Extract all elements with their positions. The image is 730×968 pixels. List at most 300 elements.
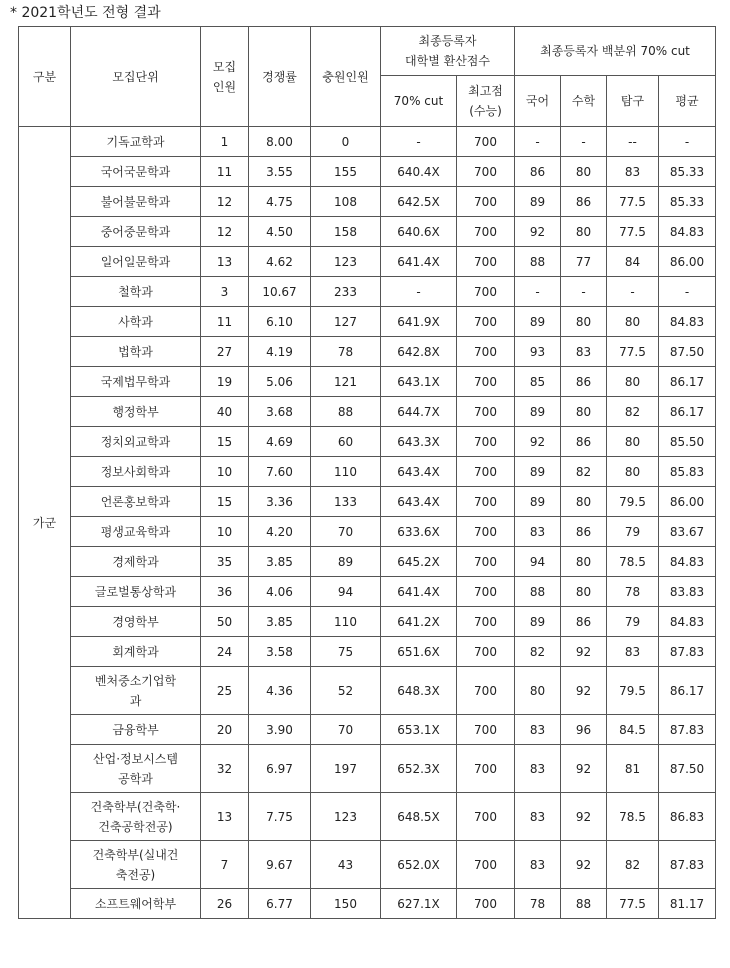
cell-average: 87.50 <box>659 337 716 367</box>
unit-line2: 건축공학전공) <box>98 819 173 834</box>
cell-competition: 6.10 <box>249 307 311 337</box>
cell-unit <box>71 337 201 367</box>
unit-line1: 경제학과 <box>112 554 159 569</box>
header-korean: 국어 <box>515 76 561 127</box>
table-row <box>19 367 716 397</box>
table-row <box>19 889 716 919</box>
cell-average: 85.50 <box>659 427 716 457</box>
cell-korean: 80 <box>515 667 561 715</box>
cell-quota: 11 <box>201 157 249 187</box>
cell-math: 88 <box>561 889 607 919</box>
cell-average: 86.17 <box>659 367 716 397</box>
cell-inquiry: 83 <box>607 157 659 187</box>
cell-average: 87.83 <box>659 637 716 667</box>
unit-line1: 경영학부 <box>112 614 159 629</box>
cell-cut70: - <box>381 277 457 307</box>
cell-inquiry: 80 <box>607 307 659 337</box>
cell-math: 86 <box>561 367 607 397</box>
cell-math: 80 <box>561 397 607 427</box>
table-row <box>19 745 716 793</box>
header-converted-line1: 최종등록자 <box>418 34 477 48</box>
cell-max-score: 700 <box>457 457 515 487</box>
cell-cut70: 645.2X <box>381 547 457 577</box>
cell-max-score: 700 <box>457 841 515 889</box>
cell-competition: 4.36 <box>249 667 311 715</box>
cell-inquiry: -- <box>607 127 659 157</box>
cell-korean: - <box>515 127 561 157</box>
header-inquiry: 탐구 <box>607 76 659 127</box>
cell-waitlist: 60 <box>311 427 381 457</box>
cell-quota: 36 <box>201 577 249 607</box>
cell-unit <box>71 397 201 427</box>
cell-max-score: 700 <box>457 547 515 577</box>
cell-inquiry: 78.5 <box>607 547 659 577</box>
cell-unit <box>71 667 201 715</box>
unit-line1: 행정학부 <box>112 404 159 419</box>
table-row <box>19 277 716 307</box>
cell-cut70: 652.0X <box>381 841 457 889</box>
unit-line1: 정보사회학과 <box>100 464 171 479</box>
header-waitlist: 충원인원 <box>311 27 381 127</box>
cell-cut70: - <box>381 127 457 157</box>
cell-inquiry: 80 <box>607 457 659 487</box>
cell-waitlist: 108 <box>311 187 381 217</box>
cell-competition: 4.50 <box>249 217 311 247</box>
cell-max-score: 700 <box>457 157 515 187</box>
cell-korean: 88 <box>515 577 561 607</box>
header-max-line1: 최고점 <box>468 84 503 98</box>
cell-cut70: 643.1X <box>381 367 457 397</box>
cell-max-score: 700 <box>457 397 515 427</box>
table-row <box>19 187 716 217</box>
cell-math: 86 <box>561 187 607 217</box>
unit-line2: 공학과 <box>118 771 153 786</box>
table-row <box>19 487 716 517</box>
unit-line1: 정치외교학과 <box>100 434 171 449</box>
header-quota-line2: 인원 <box>212 79 237 94</box>
cell-average: - <box>659 277 716 307</box>
cell-competition: 4.06 <box>249 577 311 607</box>
cell-competition: 4.62 <box>249 247 311 277</box>
cell-math: 92 <box>561 745 607 793</box>
cell-korean: 83 <box>515 745 561 793</box>
cell-unit <box>71 793 201 841</box>
cell-korean: 83 <box>515 517 561 547</box>
cell-max-score: 700 <box>457 427 515 457</box>
table-row <box>19 157 716 187</box>
cell-competition: 4.75 <box>249 187 311 217</box>
cell-waitlist: 155 <box>311 157 381 187</box>
cell-max-score: 700 <box>457 607 515 637</box>
cell-unit <box>71 841 201 889</box>
cell-max-score: 700 <box>457 337 515 367</box>
cell-waitlist: 70 <box>311 715 381 745</box>
unit-line1: 법학과 <box>118 344 153 359</box>
cell-korean: 88 <box>515 247 561 277</box>
cell-korean: 89 <box>515 457 561 487</box>
cell-inquiry: 77.5 <box>607 889 659 919</box>
cell-waitlist: 158 <box>311 217 381 247</box>
cell-quota: 12 <box>201 187 249 217</box>
cell-cut70: 643.4X <box>381 457 457 487</box>
cell-max-score: 700 <box>457 637 515 667</box>
cell-cut70: 644.7X <box>381 397 457 427</box>
cell-cut70: 641.2X <box>381 607 457 637</box>
cell-quota: 24 <box>201 637 249 667</box>
unit-line1: 건축학부(건축학· <box>90 799 181 814</box>
unit-line1: 글로벌통상학과 <box>94 584 177 599</box>
cell-max-score: 700 <box>457 367 515 397</box>
cell-competition: 3.85 <box>249 607 311 637</box>
cell-waitlist: 78 <box>311 337 381 367</box>
cell-waitlist: 0 <box>311 127 381 157</box>
cell-cut70: 640.6X <box>381 217 457 247</box>
cell-competition: 10.67 <box>249 277 311 307</box>
cell-inquiry: - <box>607 277 659 307</box>
header-converted-score <box>381 27 515 76</box>
cell-average: 86.00 <box>659 247 716 277</box>
cell-average: 84.83 <box>659 607 716 637</box>
table-row <box>19 337 716 367</box>
cell-competition: 3.68 <box>249 397 311 427</box>
cell-korean: 85 <box>515 367 561 397</box>
cell-waitlist: 75 <box>311 637 381 667</box>
table-row <box>19 637 716 667</box>
cell-inquiry: 84 <box>607 247 659 277</box>
table-row <box>19 127 716 157</box>
cell-waitlist: 70 <box>311 517 381 547</box>
cell-inquiry: 79.5 <box>607 487 659 517</box>
cell-waitlist: 89 <box>311 547 381 577</box>
cell-inquiry: 79 <box>607 607 659 637</box>
cell-max-score: 700 <box>457 667 515 715</box>
cell-waitlist: 121 <box>311 367 381 397</box>
cell-quota: 35 <box>201 547 249 577</box>
cell-quota: 1 <box>201 127 249 157</box>
cell-math: 92 <box>561 841 607 889</box>
cell-korean: 83 <box>515 841 561 889</box>
cell-korean: 92 <box>515 427 561 457</box>
cell-waitlist: 88 <box>311 397 381 427</box>
cell-korean: 83 <box>515 715 561 745</box>
cell-average: - <box>659 127 716 157</box>
cell-quota: 27 <box>201 337 249 367</box>
cell-korean: 78 <box>515 889 561 919</box>
unit-line1: 철학과 <box>118 284 153 299</box>
cell-inquiry: 81 <box>607 745 659 793</box>
cell-cut70: 641.4X <box>381 577 457 607</box>
unit-line1: 사학과 <box>118 314 153 329</box>
cell-quota: 13 <box>201 247 249 277</box>
header-percentile-group: 최종등록자 백분위 70% cut <box>515 27 716 76</box>
cell-waitlist: 52 <box>311 667 381 715</box>
unit-line1: 금융학부 <box>112 722 159 737</box>
cell-math: 83 <box>561 337 607 367</box>
cell-competition: 3.90 <box>249 715 311 745</box>
cell-max-score: 700 <box>457 187 515 217</box>
cell-inquiry: 83 <box>607 637 659 667</box>
cell-korean: 89 <box>515 607 561 637</box>
cell-math: 80 <box>561 217 607 247</box>
cell-average: 84.83 <box>659 547 716 577</box>
group-cell: 가군 <box>19 127 71 919</box>
table-row <box>19 307 716 337</box>
cell-quota: 20 <box>201 715 249 745</box>
cell-competition: 4.20 <box>249 517 311 547</box>
cell-cut70: 653.1X <box>381 715 457 745</box>
cell-korean: 94 <box>515 547 561 577</box>
cell-average: 84.83 <box>659 307 716 337</box>
table-row <box>19 607 716 637</box>
cell-math: 92 <box>561 667 607 715</box>
cell-average: 85.83 <box>659 457 716 487</box>
cell-quota: 26 <box>201 889 249 919</box>
cell-math: 77 <box>561 247 607 277</box>
admission-results-table <box>18 26 716 919</box>
cell-quota: 10 <box>201 517 249 547</box>
cell-competition: 3.55 <box>249 157 311 187</box>
cell-competition: 3.85 <box>249 547 311 577</box>
cell-average: 83.67 <box>659 517 716 547</box>
cell-quota: 11 <box>201 307 249 337</box>
table-body <box>19 127 716 919</box>
cell-competition: 6.97 <box>249 745 311 793</box>
cell-korean: 93 <box>515 337 561 367</box>
table-row <box>19 841 716 889</box>
cell-waitlist: 43 <box>311 841 381 889</box>
cell-korean: 89 <box>515 487 561 517</box>
unit-line1: 국제법무학과 <box>100 374 171 389</box>
cell-cut70: 640.4X <box>381 157 457 187</box>
cell-competition: 9.67 <box>249 841 311 889</box>
cell-average: 86.00 <box>659 487 716 517</box>
table-row <box>19 793 716 841</box>
cell-unit <box>71 367 201 397</box>
header-average: 평균 <box>659 76 716 127</box>
table-row <box>19 715 716 745</box>
cell-cut70: 633.6X <box>381 517 457 547</box>
cell-average: 87.83 <box>659 841 716 889</box>
cell-waitlist: 123 <box>311 247 381 277</box>
cell-quota: 32 <box>201 745 249 793</box>
cell-average: 87.83 <box>659 715 716 745</box>
header-converted-line2: 대학별 환산점수 <box>405 54 490 68</box>
cell-inquiry: 78 <box>607 577 659 607</box>
cell-unit <box>71 577 201 607</box>
cell-waitlist: 233 <box>311 277 381 307</box>
cell-unit <box>71 157 201 187</box>
cell-unit <box>71 637 201 667</box>
cell-quota: 15 <box>201 487 249 517</box>
cell-quota: 40 <box>201 397 249 427</box>
cell-unit <box>71 607 201 637</box>
cell-waitlist: 94 <box>311 577 381 607</box>
header-unit: 모집단위 <box>71 27 201 127</box>
cell-inquiry: 77.5 <box>607 337 659 367</box>
cell-cut70: 641.4X <box>381 247 457 277</box>
cell-quota: 7 <box>201 841 249 889</box>
cell-unit <box>71 217 201 247</box>
cell-inquiry: 80 <box>607 367 659 397</box>
table-row <box>19 577 716 607</box>
cell-waitlist: 123 <box>311 793 381 841</box>
cell-math: 82 <box>561 457 607 487</box>
cell-math: - <box>561 127 607 157</box>
cell-max-score: 700 <box>457 577 515 607</box>
table-row <box>19 667 716 715</box>
table-row <box>19 247 716 277</box>
cell-korean: 86 <box>515 157 561 187</box>
unit-line1: 언론홍보학과 <box>100 494 171 509</box>
cell-cut70: 643.4X <box>381 487 457 517</box>
cell-math: 86 <box>561 607 607 637</box>
cell-quota: 3 <box>201 277 249 307</box>
cell-cut70: 643.3X <box>381 427 457 457</box>
unit-line1: 벤처중소기업학 <box>94 673 177 688</box>
unit-line1: 중어중문학과 <box>100 224 171 239</box>
cell-korean: 82 <box>515 637 561 667</box>
table-row <box>19 517 716 547</box>
header-competition: 경쟁률 <box>249 27 311 127</box>
cell-inquiry: 82 <box>607 397 659 427</box>
cell-korean: 89 <box>515 307 561 337</box>
cell-max-score: 700 <box>457 217 515 247</box>
cell-quota: 15 <box>201 427 249 457</box>
cell-max-score: 700 <box>457 889 515 919</box>
cell-math: 96 <box>561 715 607 745</box>
cell-inquiry: 79.5 <box>607 667 659 715</box>
cell-cut70: 627.1X <box>381 889 457 919</box>
cell-competition: 6.77 <box>249 889 311 919</box>
cell-max-score: 700 <box>457 127 515 157</box>
unit-line1: 불어불문학과 <box>100 194 171 209</box>
cell-unit <box>71 715 201 745</box>
header-max-line2: (수능) <box>469 104 502 118</box>
cell-math: 86 <box>561 427 607 457</box>
cell-math: 80 <box>561 487 607 517</box>
cell-competition: 7.75 <box>249 793 311 841</box>
unit-line1: 소프트웨어학부 <box>94 896 177 911</box>
cell-quota: 10 <box>201 457 249 487</box>
cell-competition: 3.36 <box>249 487 311 517</box>
cell-korean: 83 <box>515 793 561 841</box>
unit-line2: 과 <box>129 693 142 708</box>
cell-average: 85.33 <box>659 187 716 217</box>
cell-unit <box>71 277 201 307</box>
cell-average: 84.83 <box>659 217 716 247</box>
cell-max-score: 700 <box>457 247 515 277</box>
cell-korean: 89 <box>515 397 561 427</box>
cell-unit <box>71 547 201 577</box>
table-row <box>19 457 716 487</box>
cell-math: 92 <box>561 793 607 841</box>
cell-cut70: 651.6X <box>381 637 457 667</box>
cell-math: 92 <box>561 637 607 667</box>
cell-korean: 89 <box>515 187 561 217</box>
cell-cut70: 652.3X <box>381 745 457 793</box>
cell-unit <box>71 487 201 517</box>
cell-quota: 50 <box>201 607 249 637</box>
cell-quota: 13 <box>201 793 249 841</box>
cell-max-score: 700 <box>457 745 515 793</box>
header-quota-line1: 모집 <box>212 59 237 74</box>
cell-waitlist: 150 <box>311 889 381 919</box>
cell-average: 86.83 <box>659 793 716 841</box>
unit-line2: 축전공) <box>115 867 156 882</box>
cell-competition: 4.19 <box>249 337 311 367</box>
cell-unit <box>71 457 201 487</box>
cell-math: 80 <box>561 577 607 607</box>
cell-cut70: 641.9X <box>381 307 457 337</box>
unit-line1: 국어국문학과 <box>100 164 171 179</box>
cell-korean: 92 <box>515 217 561 247</box>
cell-waitlist: 133 <box>311 487 381 517</box>
cell-waitlist: 110 <box>311 457 381 487</box>
cell-math: 80 <box>561 307 607 337</box>
cell-waitlist: 127 <box>311 307 381 337</box>
cell-cut70: 648.5X <box>381 793 457 841</box>
table-row <box>19 547 716 577</box>
cell-inquiry: 82 <box>607 841 659 889</box>
cell-math: 80 <box>561 157 607 187</box>
cell-math: 86 <box>561 517 607 547</box>
cell-average: 86.17 <box>659 667 716 715</box>
cell-unit <box>71 745 201 793</box>
table-caption: * 2021학년도 전형 결과 <box>10 5 161 21</box>
cell-competition: 5.06 <box>249 367 311 397</box>
cell-competition: 8.00 <box>249 127 311 157</box>
cell-cut70: 642.8X <box>381 337 457 367</box>
cell-max-score: 700 <box>457 793 515 841</box>
cell-inquiry: 77.5 <box>607 217 659 247</box>
table-header <box>19 27 716 127</box>
cell-korean: - <box>515 277 561 307</box>
table-row <box>19 217 716 247</box>
cell-average: 87.50 <box>659 745 716 793</box>
cell-quota: 12 <box>201 217 249 247</box>
cell-waitlist: 110 <box>311 607 381 637</box>
cell-unit <box>71 307 201 337</box>
cell-unit <box>71 247 201 277</box>
cell-waitlist: 197 <box>311 745 381 793</box>
cell-max-score: 700 <box>457 307 515 337</box>
unit-line1: 건축학부(실내건 <box>92 847 179 862</box>
cell-math: - <box>561 277 607 307</box>
header-group: 구분 <box>19 27 71 127</box>
cell-cut70: 642.5X <box>381 187 457 217</box>
cell-max-score: 700 <box>457 517 515 547</box>
header-math: 수학 <box>561 76 607 127</box>
cell-quota: 25 <box>201 667 249 715</box>
cell-average: 83.83 <box>659 577 716 607</box>
cell-max-score: 700 <box>457 487 515 517</box>
table-row <box>19 427 716 457</box>
unit-line1: 기독교학과 <box>106 134 165 149</box>
cell-average: 86.17 <box>659 397 716 427</box>
unit-line1: 회계학과 <box>112 644 159 659</box>
cell-quota: 19 <box>201 367 249 397</box>
header-max-score <box>457 76 515 127</box>
cell-max-score: 700 <box>457 715 515 745</box>
cell-competition: 3.58 <box>249 637 311 667</box>
cell-inquiry: 78.5 <box>607 793 659 841</box>
unit-line1: 일어일문학과 <box>100 254 171 269</box>
table-row <box>19 397 716 427</box>
cell-unit <box>71 187 201 217</box>
cell-competition: 7.60 <box>249 457 311 487</box>
cell-cut70: 648.3X <box>381 667 457 715</box>
cell-average: 85.33 <box>659 157 716 187</box>
